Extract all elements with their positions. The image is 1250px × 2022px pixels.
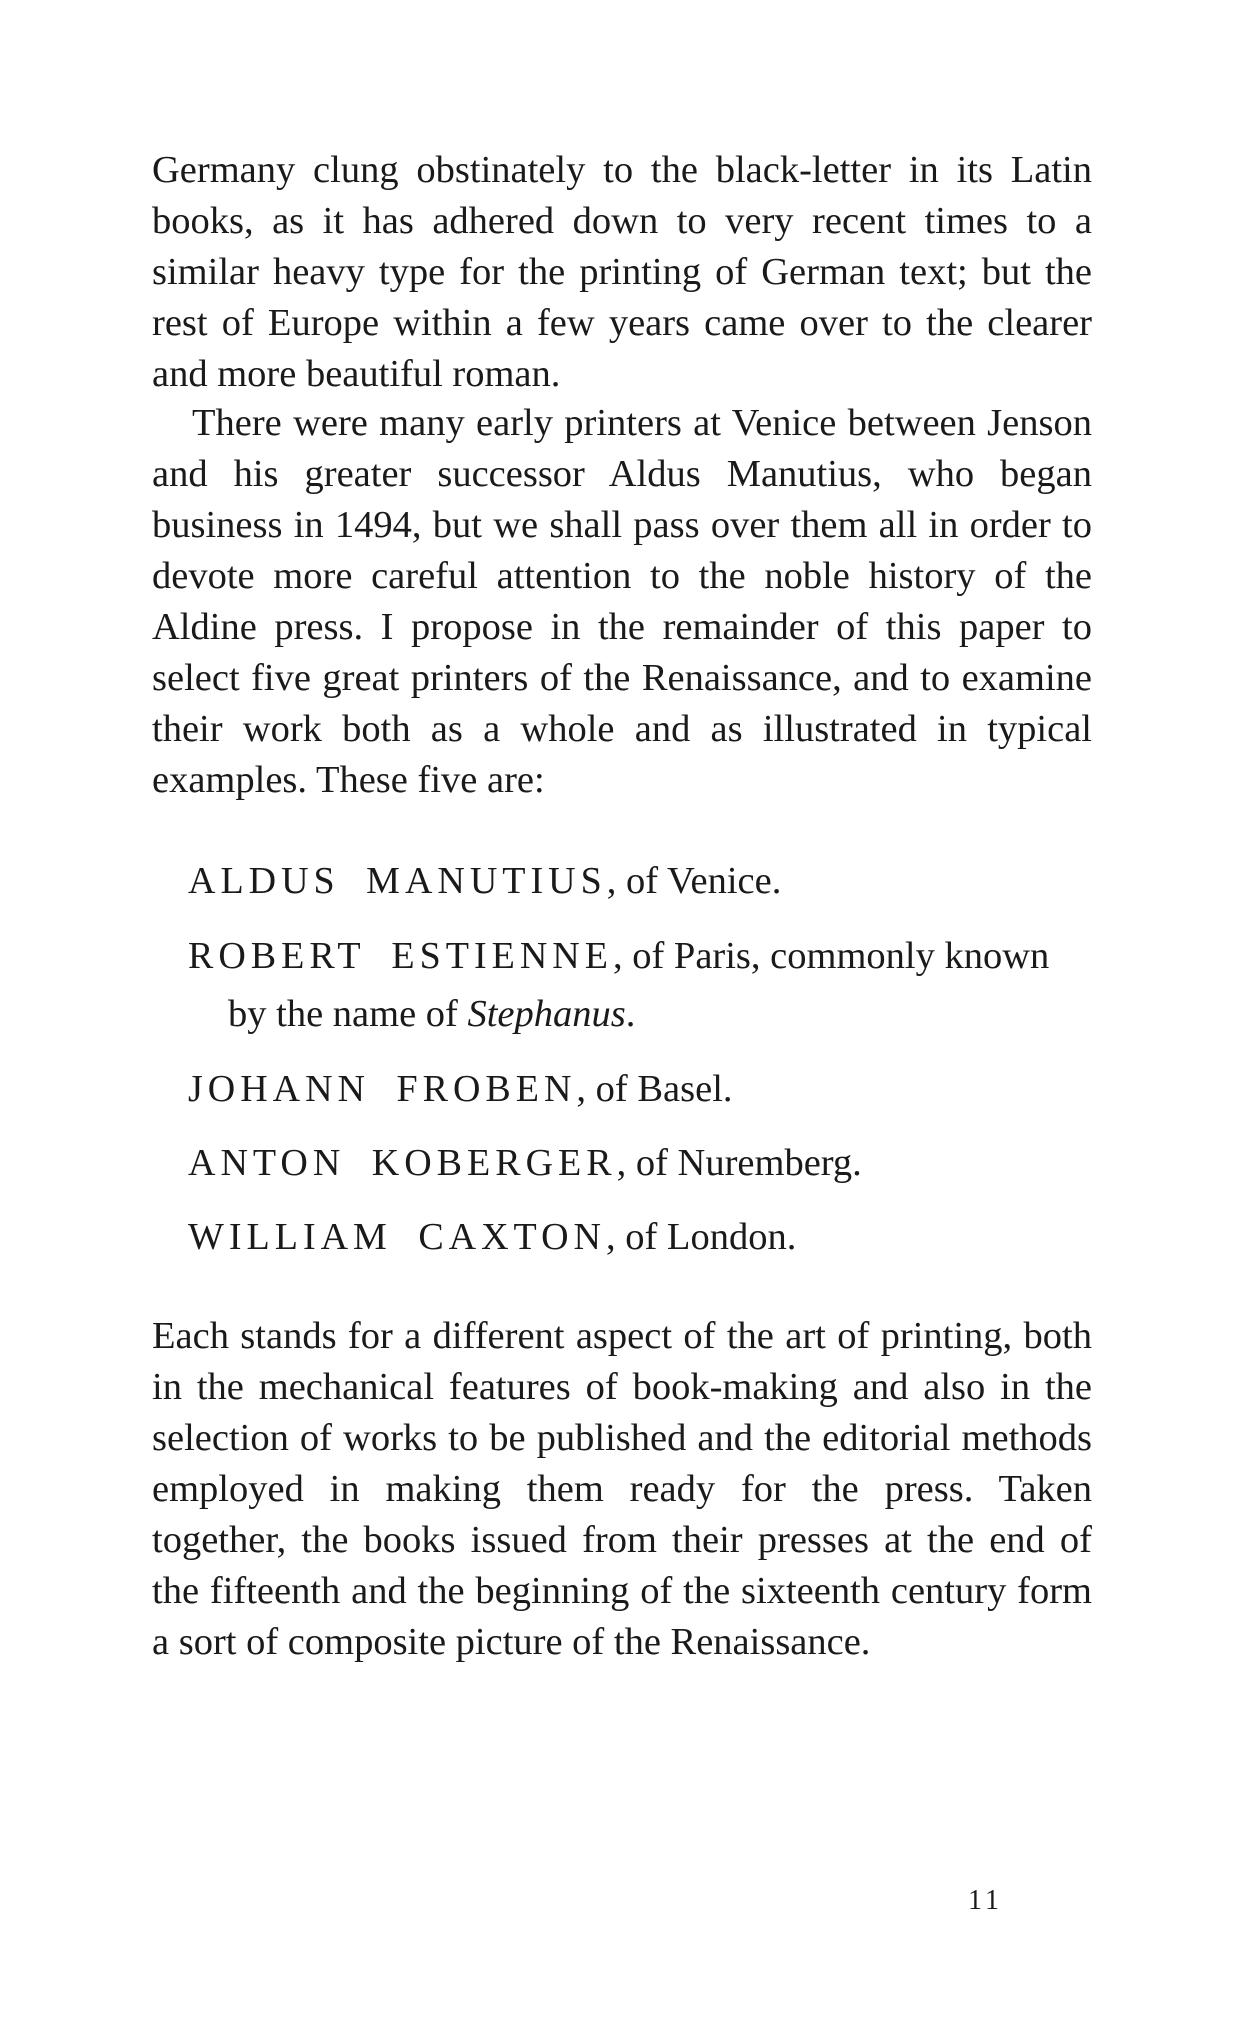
printer-place: , of Nuremberg.	[616, 1142, 862, 1184]
printer-alias: Stephanus	[467, 993, 626, 1035]
page-number: 11	[968, 1885, 1003, 1916]
printer-entry-froben	[188, 1061, 1088, 1117]
printer-name: ALDUS MANUTIUS	[188, 860, 607, 902]
printer-name: ANTON KOBERGER	[188, 1142, 617, 1184]
printer-entry-estienne	[188, 927, 1088, 1043]
printers-list	[188, 853, 1088, 1283]
printer-place: , of Venice.	[606, 860, 782, 902]
paragraph-printers-intro: There were many early printers at Venice between Jenson and his greater successor Aldus Manutius, who began business in 1494, but we shall pass over them all in order to devote more careful attention to the noble history of the Aldine press. I propose in the remainder of this paper to select five great printers of the Renaissance, and to examine their work both as a whole and as illustrated in typical examples. These five are:	[152, 402, 1092, 801]
printer-entry-koberger	[188, 1135, 1088, 1191]
printer-name: JOHANN FROBEN	[188, 1068, 577, 1110]
printer-entry-aldus	[188, 853, 1088, 909]
printer-entry-caxton	[188, 1209, 1088, 1265]
printer-place: , of Paris, commonly known by the name of	[228, 935, 1050, 1035]
printer-name: ROBERT ESTIENNE	[188, 935, 613, 977]
printer-alias-tail: .	[625, 993, 636, 1035]
printer-place: , of Basel.	[576, 1068, 733, 1110]
paragraph-intro: Germany clung obstinately to the black-letter in its Latin books, as it has adhered down to very recent times to a similar heavy type for the printing of German text; but the rest of Europe within a few years came over to the clearer and more beautiful roman.	[152, 149, 1092, 395]
printer-place: , of London.	[605, 1216, 797, 1258]
paragraph-conclusion: Each stands for a different aspect of the art of printing, both in the mechanical features of book-making and also in the selection of works to be published and the editorial methods employed in making them ready for the press. Taken together, the books issued from their presses at the end of the fifteenth and the beginning of the sixteenth century form a sort of composite picture of the Renaissance.	[152, 1315, 1092, 1663]
printer-name: WILLIAM CAXTON	[188, 1216, 606, 1258]
